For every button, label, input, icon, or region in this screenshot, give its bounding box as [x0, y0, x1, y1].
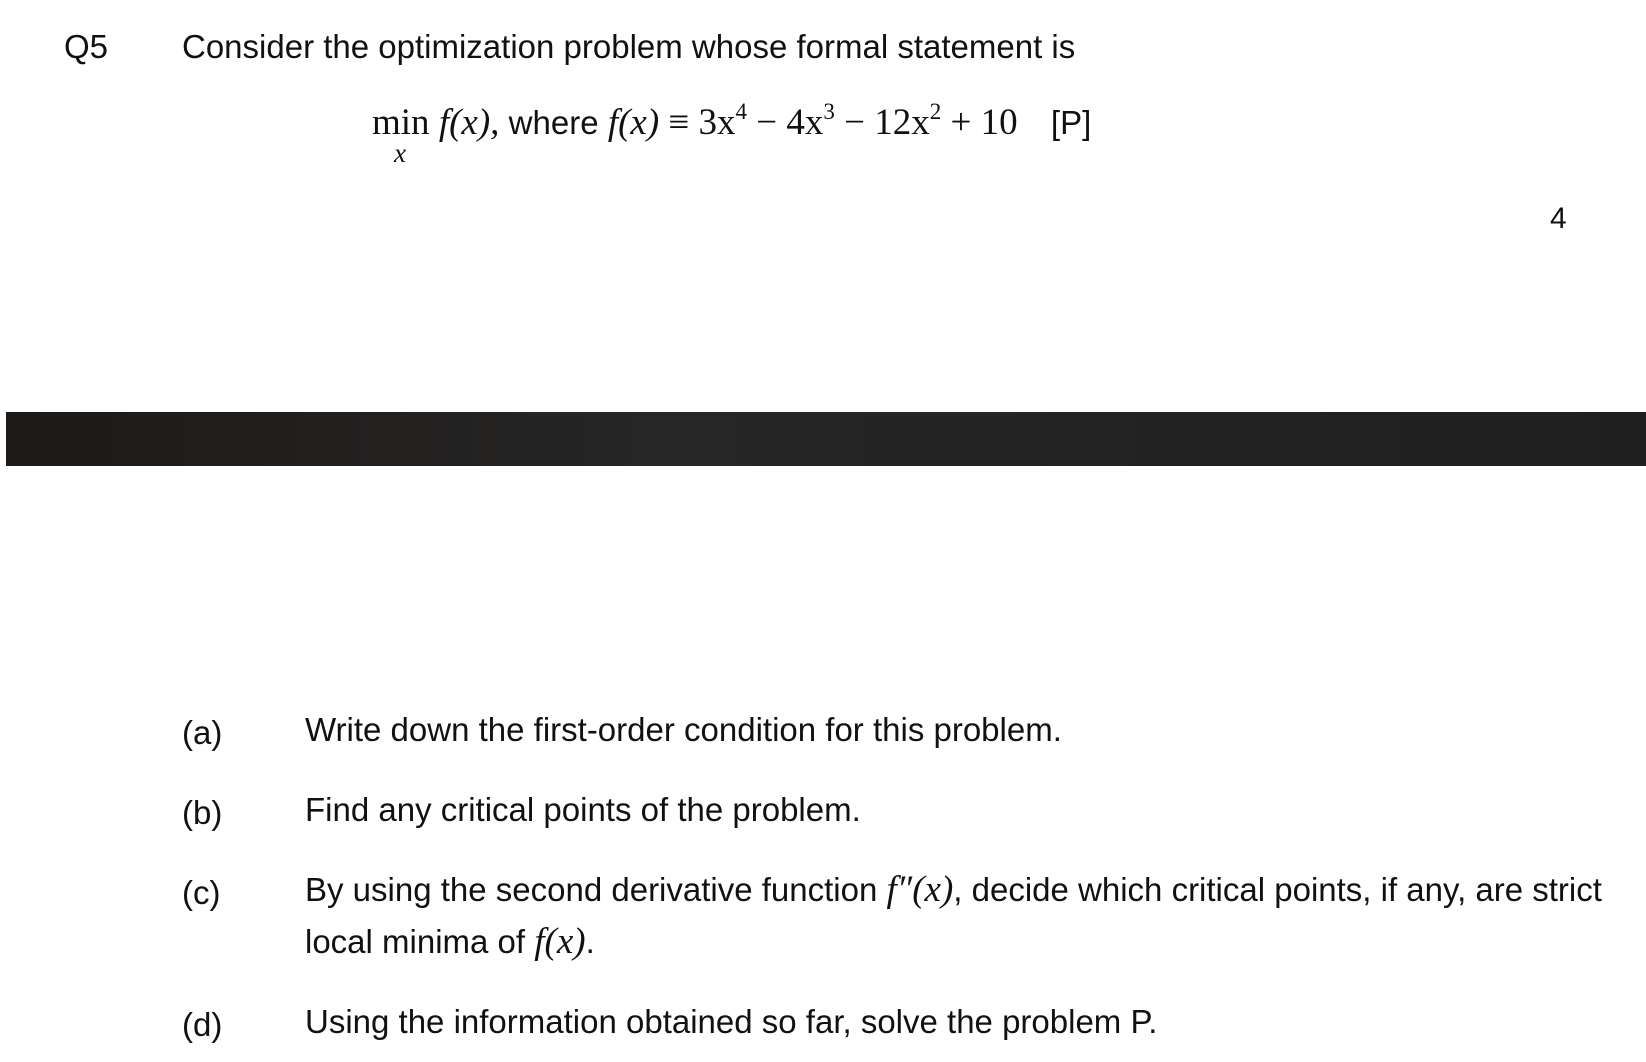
part-a-label: (a): [182, 714, 223, 751]
function-fx: f(x): [534, 921, 586, 962]
marks: 4: [1550, 202, 1567, 235]
page-divider-bar: [6, 412, 1646, 466]
question-intro: Consider the optimization problem whose formal statement is: [182, 28, 1076, 65]
min-word: min: [372, 102, 430, 143]
part-d-text: Using the information obtained so far, solve the problem P.: [305, 1003, 1158, 1040]
part-b-label: (b): [182, 794, 223, 831]
term3-exponent: 2: [929, 99, 942, 124]
part-a-text: Write down the first-order condition for this problem.: [305, 711, 1062, 748]
term1-exponent: 4: [735, 99, 748, 124]
problem-formula: [372, 99, 1092, 168]
part-d-label: (d): [182, 1006, 223, 1043]
min-subscript: x: [394, 138, 406, 168]
term2-exponent: 3: [823, 99, 835, 124]
constant-term: + 10: [950, 102, 1018, 143]
term3: − 12x: [844, 102, 930, 143]
question-label: Q5: [64, 28, 109, 65]
where-word: where: [508, 104, 599, 141]
term2: − 4x: [756, 102, 824, 143]
min-operator: [372, 102, 430, 168]
part-c-label: (c): [182, 874, 221, 911]
equiv-symbol: ≡: [668, 102, 690, 143]
second-derivative: f″(x): [886, 869, 954, 910]
part-c-text-middle: , decide which critical points, if any, are strict local minima of: [305, 871, 1602, 960]
definition-lhs: f(x): [607, 102, 660, 143]
part-b-text: Find any critical points of the problem.: [305, 791, 861, 828]
part-c-text-before: By using the second derivative function: [305, 871, 878, 908]
problem-tag: [P]: [1050, 104, 1092, 141]
term1: 3x: [698, 102, 736, 143]
objective: f(x),: [438, 102, 500, 143]
part-c-text: [305, 864, 1615, 968]
part-c-text-after: .: [585, 923, 595, 960]
